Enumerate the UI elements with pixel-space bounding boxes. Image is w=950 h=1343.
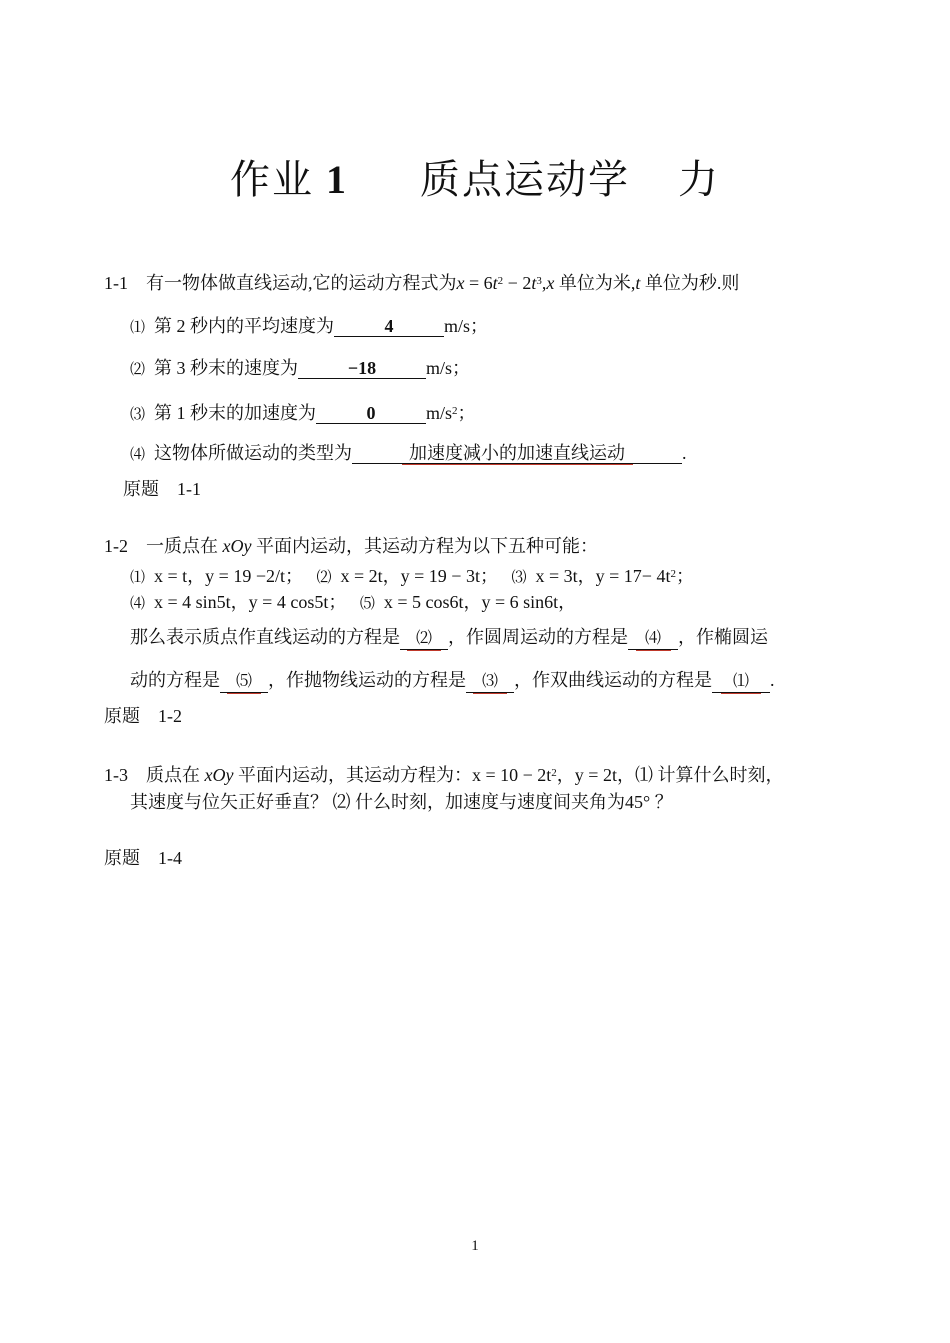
q1-p3-text: 第 1 秒末的加速度为 bbox=[154, 403, 317, 423]
q1-var-t: t bbox=[635, 273, 641, 293]
q2-answer-circle: ⑷ bbox=[628, 629, 678, 650]
page-number: 1 bbox=[471, 1238, 479, 1254]
q1-p1-num: ⑴ bbox=[130, 320, 146, 336]
q1-stem-a: 有一物体做直线运动,它的运动方程式为 bbox=[146, 273, 457, 293]
q1-p2-unit: m/s； bbox=[426, 358, 471, 378]
q2-s1: 那么表示质点作直线运动的方程是 bbox=[130, 627, 400, 647]
q1-p2-num: ⑵ bbox=[130, 362, 146, 378]
q2-s5: ，作抛物线运动的方程是 bbox=[268, 670, 466, 690]
q2-s4: 动的方程是 bbox=[130, 670, 220, 690]
q2-opt3-num: ⑶ bbox=[511, 570, 527, 586]
title-part2: 质点运动学 bbox=[420, 157, 630, 202]
q1-part3 bbox=[130, 400, 476, 426]
q1-p2-text: 第 3 秒末的速度为 bbox=[154, 358, 299, 378]
q1-p3-unit: m/s bbox=[426, 403, 453, 423]
q1-p4-end: . bbox=[682, 443, 687, 463]
q1-stem-c: 单位为米, bbox=[558, 273, 636, 293]
q2-source: 原题 1-2 bbox=[104, 706, 182, 726]
q1-p1-unit: m/s； bbox=[444, 316, 489, 336]
q1-part4 bbox=[130, 442, 687, 466]
q2-s3: ，作椭圆运 bbox=[678, 627, 768, 647]
q2-stem-a: 一质点在 bbox=[146, 536, 218, 556]
q2-opt3-exp: 2 bbox=[670, 568, 676, 580]
title-part3: 力 bbox=[678, 157, 720, 202]
q1-stem bbox=[104, 270, 739, 294]
q2-label: 1-2 bbox=[104, 536, 128, 556]
q1-p1-text: 第 2 秒内的平均速度为 bbox=[154, 316, 335, 336]
q1-p3-exp: 2 bbox=[452, 405, 458, 417]
q3-line1-xoy: xOy bbox=[204, 765, 234, 785]
q1-eq-t: t bbox=[492, 273, 498, 293]
q3-line1-a: 质点在 bbox=[146, 765, 200, 785]
q2-s2: ，作圆周运动的方程是 bbox=[448, 627, 628, 647]
q1-p4-answer: 加速度减小的加速直线运动 bbox=[352, 443, 682, 464]
q1-p3-end: ； bbox=[457, 403, 476, 423]
q2-opt5: x = 5 cos6t，y = 6 sin6t， bbox=[383, 592, 577, 612]
q2-stem bbox=[104, 535, 598, 557]
q2-opt5-num: ⑸ bbox=[359, 596, 375, 612]
q2-opt1-num: ⑴ bbox=[130, 570, 146, 586]
q1-label: 1-1 bbox=[104, 273, 128, 293]
q3-line1-eq: x = 10 − 2t bbox=[471, 765, 552, 785]
q1-p3-answer: 0 bbox=[316, 403, 426, 424]
q1-eq-exp2: 2 bbox=[497, 275, 504, 287]
q1-eq-exp3: 3 bbox=[536, 275, 542, 287]
q1-eq-t2: t bbox=[531, 273, 537, 293]
q2-opt2-num: ⑵ bbox=[316, 570, 332, 586]
q1-eq-x: x bbox=[456, 273, 465, 293]
q3-source: 原题 1-4 bbox=[104, 848, 182, 868]
q2-stem-b: 平面内运动，其运动方程为以下五种可能： bbox=[255, 536, 598, 556]
q3-line1-c: ⑴ 计算什么时刻， bbox=[634, 765, 784, 785]
page-title bbox=[0, 148, 950, 205]
q2-opt2: x = 2t，y = 19 − 3t； bbox=[340, 566, 498, 586]
q2-opt3-end: ； bbox=[675, 566, 694, 586]
q2-answer-parabola: ⑶ bbox=[466, 672, 514, 693]
q2-answer-ellipse: ⑸ bbox=[220, 672, 268, 693]
q3-line1-exp: 2 bbox=[551, 767, 557, 779]
q1-p2-answer: −18 bbox=[298, 358, 426, 379]
title-number: 1 bbox=[326, 157, 348, 202]
q3-line1-eq2: ，y = 2t， bbox=[556, 765, 635, 785]
q2-opt4: x = 4 sin5t，y = 4 cos5t； bbox=[154, 592, 347, 612]
q1-p1-answer: 4 bbox=[334, 316, 444, 337]
q1-stem-d: 单位为秒.则 bbox=[644, 273, 740, 293]
q1-part2 bbox=[130, 357, 470, 381]
q2-s7: . bbox=[770, 670, 775, 690]
q1-source: 原题 1-1 bbox=[123, 479, 201, 499]
q2-answer-hyperbola: ⑴ bbox=[712, 672, 770, 693]
q3-line1 bbox=[104, 762, 783, 786]
q3-line1-b: 平面内运动，其运动方程为： bbox=[237, 765, 472, 785]
q1-p3-num: ⑶ bbox=[130, 407, 146, 423]
q1-p4-num: ⑷ bbox=[130, 447, 146, 463]
q1-eq-minus: − 2 bbox=[503, 273, 532, 293]
q1-p4-text: 这物体所做运动的类型为 bbox=[154, 443, 353, 463]
q2-options-row1 bbox=[130, 563, 694, 589]
q2-s6: ，作双曲线运动的方程是 bbox=[514, 670, 712, 690]
q2-fill-line2 bbox=[130, 669, 775, 693]
q3-label: 1-3 bbox=[104, 765, 128, 785]
q2-stem-xoy: xOy bbox=[222, 536, 252, 556]
q2-options-row2 bbox=[130, 591, 576, 615]
q1-eq-mid: = 6 bbox=[464, 273, 493, 293]
q3-line2: 其速度与位矢正好垂直？ ⑵ 什么时刻，加速度与速度间夹角为45° ？ bbox=[130, 792, 673, 812]
title-part1: 作业 bbox=[230, 157, 314, 202]
q2-opt4-num: ⑷ bbox=[130, 596, 146, 612]
q2-opt1: x = t，y = 19 −2/t； bbox=[154, 566, 303, 586]
q2-fill-line1 bbox=[130, 626, 768, 650]
q1-var-x: x bbox=[546, 273, 555, 293]
q2-opt3: x = 3t，y = 17− 4t bbox=[535, 566, 671, 586]
q1-stem-b: , bbox=[541, 273, 547, 293]
q1-part1 bbox=[130, 315, 488, 339]
q2-answer-straight: ⑵ bbox=[400, 629, 448, 650]
